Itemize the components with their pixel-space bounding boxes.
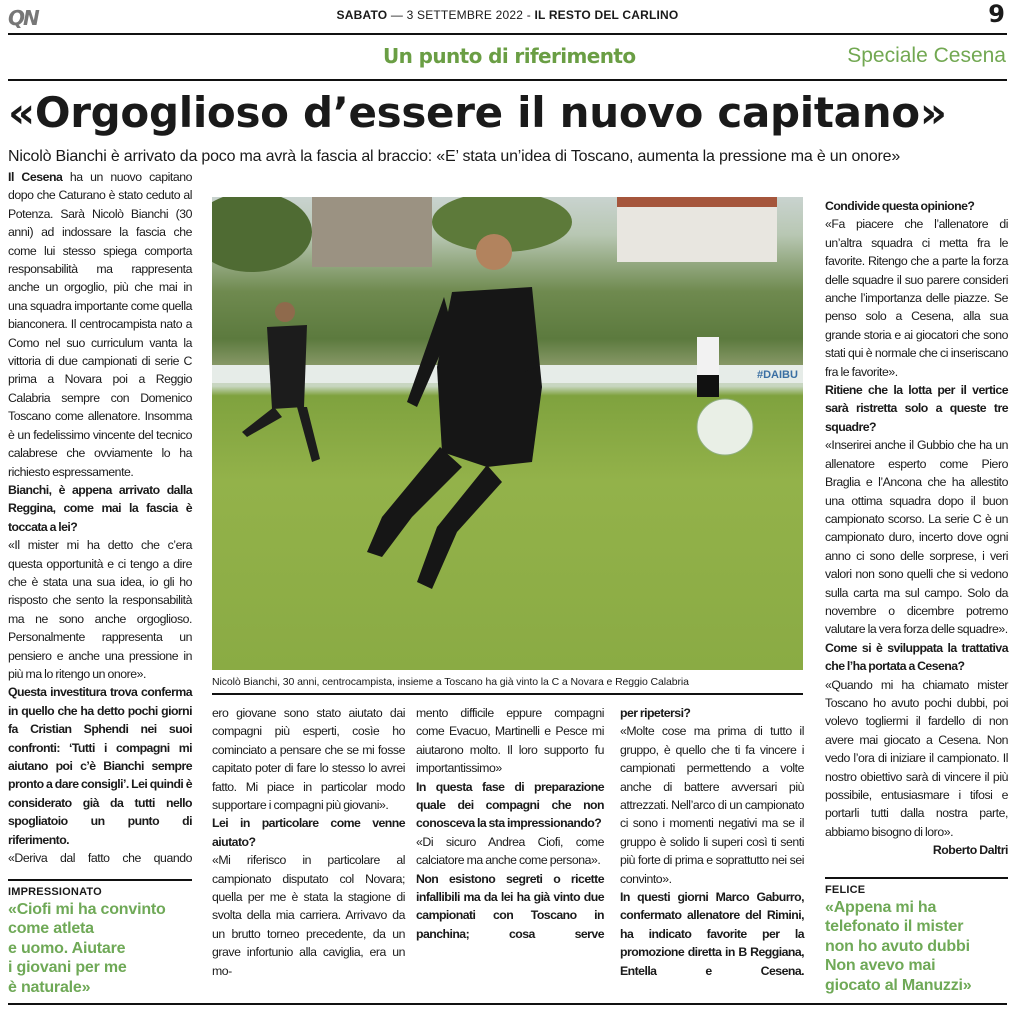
question: Condivide questa opinione? (825, 199, 975, 213)
article-column-5 (825, 197, 1008, 860)
question: Ritiene che la lotta per il vertice sarà ristretta solo a queste tre squadre? (825, 383, 1008, 434)
building (312, 197, 432, 267)
photo-caption: Nicolò Bianchi, 30 anni, centrocampista, insieme a Toscano ha già vinto la C a Novara e Reggio Calabria (212, 676, 689, 688)
dateline: SABATO — 3 SETTEMBRE 2022 - IL RESTO DEL CARLINO (336, 8, 679, 22)
pullquote-line: giocato al Manuzzi» (825, 976, 972, 994)
article-column-2 (212, 704, 405, 980)
subheadline: Nicolò Bianchi è arrivato da poco ma avrà la fascia al braccio: «E’ stata un’idea di Toscano, aumenta la pressione ma è un onore» (8, 148, 901, 165)
paragraph-text: ha un nuovo capitano dopo che Caturano è stato ceduto al Potenza. Sarà Nicolò Bianchi (30 anni) ad indossare la fascia che come lui stesso spiega comporta responsabilità ma rappresenta anche un orgoglio, più che mai in una squadra importante come quella bianconera. Il centrocampista nato a Como nel suo curriculum vanta la vittoria di due campionati di serie C prima a Novara poi a Reggio Calabria sempre con Domenico Toscano come allenatore. Insomma è un fedelissimo vincente del tecnico calabrese che ovviamente lo ha richiesto espressamente. (8, 170, 192, 479)
player-bianchi (367, 234, 542, 589)
date: 3 SETTEMBRE 2022 (406, 8, 524, 22)
tree (212, 197, 312, 272)
question: Come si è sviluppata la trattativa che l’ha portata a Cesena? (825, 640, 1008, 674)
roof (617, 197, 777, 207)
pullquote-line: come atleta (8, 920, 94, 938)
answer: mento difficile eppure compagni come Evacuo, Martinelli e Pesce mi aiutarono molto. Il loro supporto fu importantissimo» (416, 706, 604, 776)
question: Bianchi, è appena arrivato dalla Reggina, come mai la fascia è toccata a lei? (8, 482, 192, 534)
pullquote-line: e uomo. Aiutare (8, 939, 126, 957)
pullquote-label: FELICE (825, 883, 866, 896)
pullquote-line: «Appena mi ha (825, 898, 937, 916)
pullquote-line: i giovani per me (8, 959, 127, 977)
headline: «Orgoglioso d’essere il nuovo capitano» (8, 88, 947, 137)
divider (8, 879, 192, 881)
right-column-stack (825, 197, 1011, 995)
answer: «Quando mi ha chiamato mister Toscano ho avuto pochi dubbi, poi volevo togliermi il fardello di non avere mai giocato a Cesena. Non vedo l’ora di iniziare il campionato. Il nostro obiettivo sarà di vincere il più possibile, entusiasmare i tifosi e portarli tutti dalla nostra parte, abbiamo bisogno di loro». (825, 677, 1008, 839)
pullquote (825, 898, 1011, 996)
lead-in: Il Cesena (8, 170, 63, 184)
answer: «Inserirei anche il Gubbio che ha un allenatore esperto come Piero Braglia e l’Ancona che ha allestito una ottima squadra dopo il buon campionato scorso. La serie C è un campionato duro, incerto dove ogni anno ci sono delle sorprese, i veri valori non sono quelli che si vedono sulla carta ma sul campo. Solo da novembre o dicembre potremo valutare la vera forza delle squadre». (825, 438, 1008, 637)
pullquote-line: Non avevo mai (825, 957, 936, 974)
spacer (825, 860, 1011, 869)
bottom-divider (8, 1003, 1007, 1005)
question: Lei in particolare come venne aiutato? (212, 816, 405, 849)
day: SABATO (336, 8, 388, 22)
photo-illustration (212, 197, 803, 670)
answer: «Molte cose ma prima di tutto il gruppo, è quello che ti fa vincere i campionati permettendo a volte anche di battere avversari più attrezzati. Nell’arco di un campionato ci sono i momenti negativi ma se il gruppo è solido li superi così ti senti più forte di prima e soprattutto nei sei convinto». (620, 724, 804, 886)
spacer (8, 867, 198, 871)
photo-player-on-pitch (212, 197, 803, 670)
byline: Roberto Daltri (932, 843, 1008, 858)
newspaper-name: IL RESTO DEL CARLINO (534, 8, 679, 22)
question: Non esistono segreti o ricette infallibili ma da lei ha già vinto due campionati con Toscano in panchina; cosa serve (416, 871, 604, 941)
pullquote-line: è naturale» (8, 978, 91, 996)
answer: «Fa piacere che l’allenatore di un’altra squadra ci metta fra le favorite. Ritengo che a parte la forza delle squadre il suo parere consideri anche l’importanza delle piazze. Se penso solo a Cesena, alla sua grande storia e ai giocatori che sono stati qui è normale che ci inseriscano fra le favorite». (825, 217, 1008, 379)
question: Questa investitura trova conferma in quello che ha detto pochi giorni fa Cristian Sphendi nei suoi confronti: ‘Tutti i compagni mi aiutano poi c’è Bianchi sempre pronto a dare consigli’. Lei quindi è considerato già da tutti nello spogliatoio un punto di riferimento. (8, 685, 192, 847)
qn-logo: QN (8, 6, 38, 30)
pullquote-box-2 (825, 884, 1011, 996)
pullquote-line: «Ciofi mi ha convinto (8, 900, 166, 918)
pullquote-label: IMPRESSIONATO (8, 885, 102, 898)
left-column-stack (8, 168, 198, 997)
lead-paragraph (8, 168, 192, 481)
answer: «Deriva dal fatto che quando (8, 851, 192, 866)
article-column-1 (8, 168, 192, 867)
answer: «Di sicuro Andrea Ciofi, come calciatore ma anche come persona». (416, 834, 604, 868)
section-label: Speciale Cesena (847, 44, 1006, 67)
divider (212, 693, 803, 695)
answer: «Il mister mi ha detto che c’era questa opportunità e ci tengo a dire che è stata una sua idea, io gli ho risposto che sento la responsabilità ma ne sono anche orgoglioso. Personalmente rappresenta un pensiero e anche una pressione in più ma lo ritengo un onore». (8, 538, 192, 681)
pullquote-line: telefonato il mister (825, 918, 964, 935)
pullquote-line: non ho avuto dubbi (825, 937, 970, 955)
answer: ero giovane sono stato aiutato dai compagni più esperti, cosìe ho cominciato a pensare che se mi fosse capitato poter di fare lo stesso lo avrei fatto. Mi piace in particolar modo supportare i compagni più giovani». (212, 706, 405, 813)
divider (825, 877, 1008, 879)
pullquote (8, 900, 198, 998)
question: In questa fase di preparazione quale dei compagni che non conosceva la sta impressionando? (416, 779, 604, 831)
article-column-3 (416, 704, 604, 943)
football (697, 399, 753, 455)
question: In questi giorni Marco Gaburro, confermato allenatore del Rimini, ha indicato favorite per la promozione diretta in B Reggiana, Entella e Cesena. (620, 890, 804, 978)
divider (8, 33, 1007, 35)
page-number: 9 (988, 0, 1005, 28)
article-column-4 (620, 704, 804, 980)
pullquote-box-1 (8, 886, 198, 998)
player-distant (697, 337, 719, 397)
kicker: Un punto di riferimento (383, 44, 636, 68)
banner-text: #DAIBU (757, 369, 798, 381)
divider (8, 79, 1007, 81)
question: per ripetersi? (620, 706, 691, 720)
answer: «Mi riferisco in particolare al campionato disputato col Novara; quella per me è stata la stagione di svolta della mia carriera. Arrivavo da un brutto torneo precedente, da un grave infortunio alla caviglia, era un mo- (212, 853, 405, 978)
